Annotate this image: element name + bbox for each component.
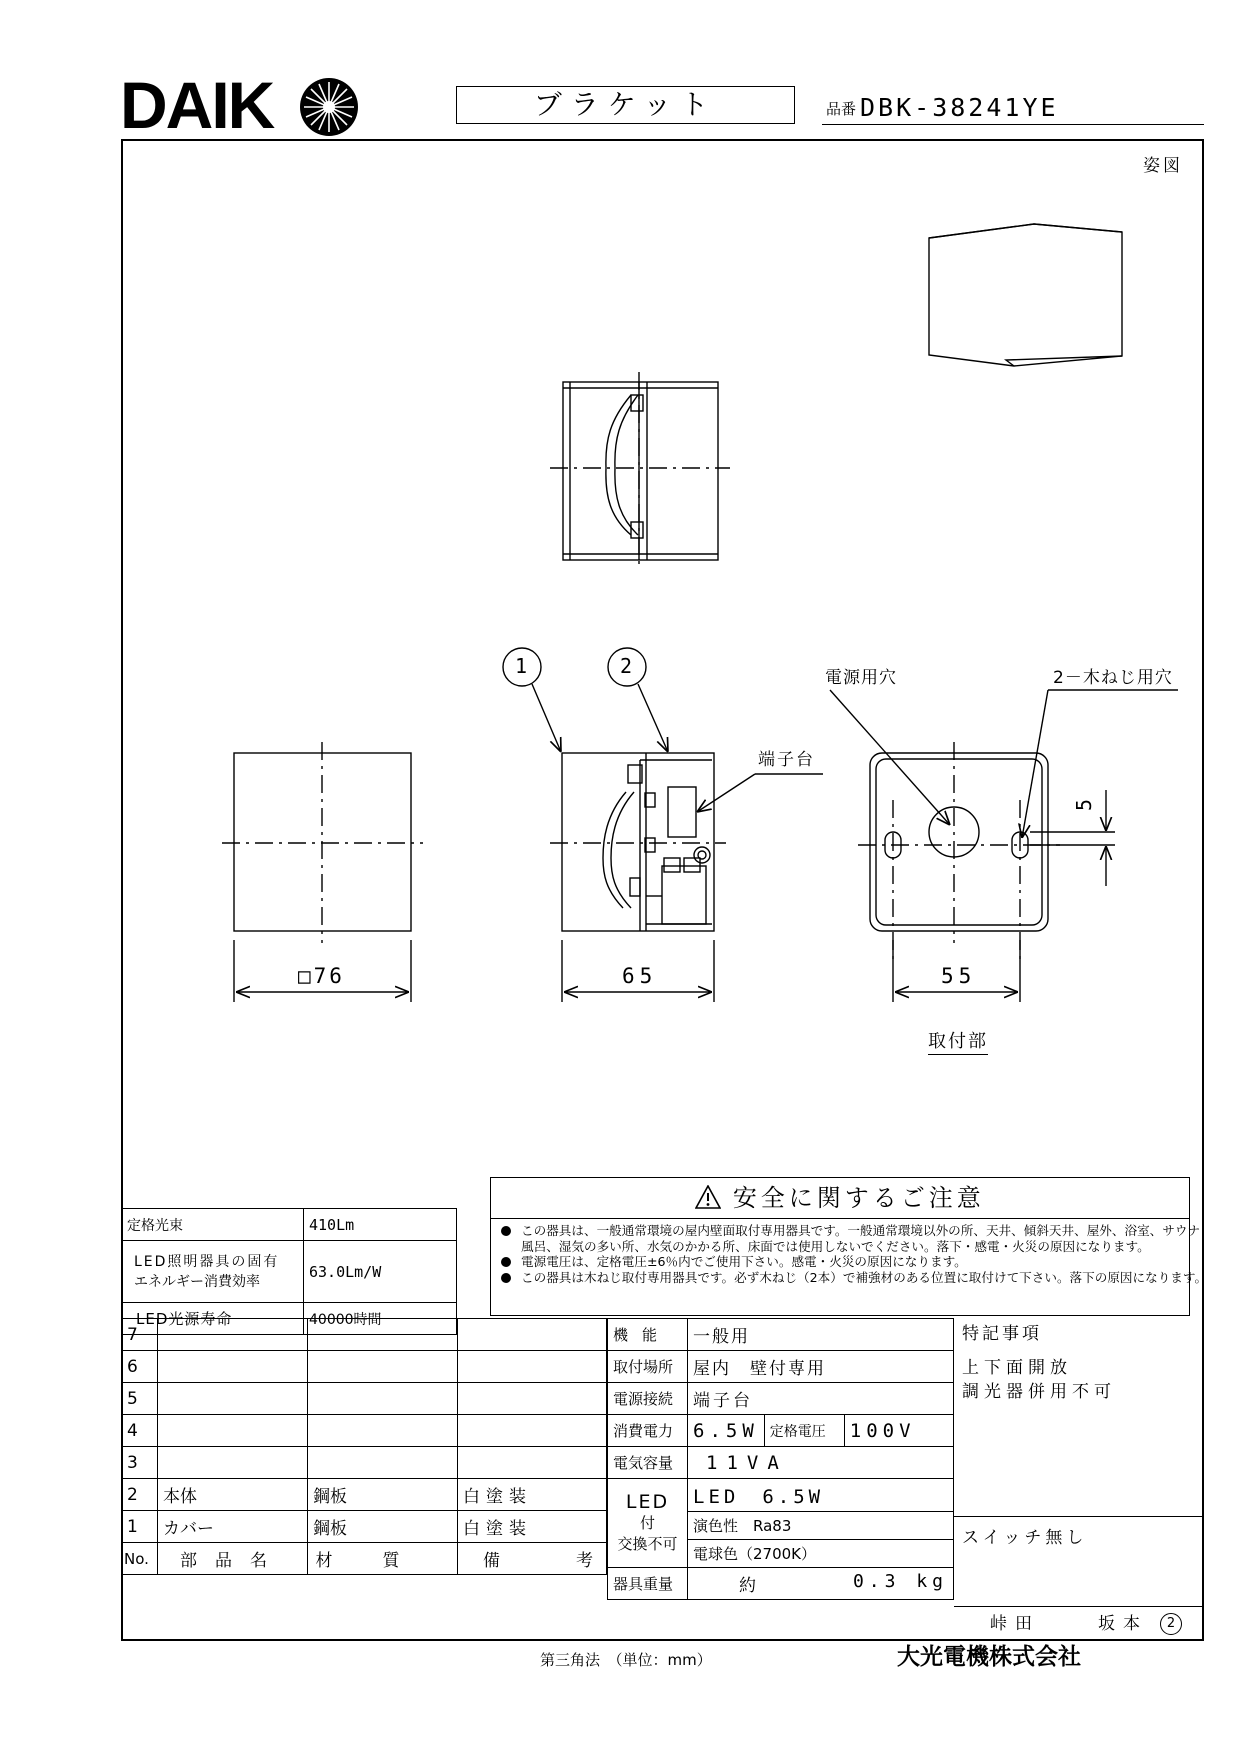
safety-line: この器具は木ねじ取付専用器具です。必ず木ねじ（2本）で補強材のある位置に取付けて下さい。落下の原因になります。 (491, 1270, 1189, 1286)
dim-side: 65 (622, 964, 658, 988)
flux-value: 410Lm (304, 1209, 457, 1241)
connection-value: 端子台 (688, 1383, 954, 1415)
flux-label: 定格光束 (122, 1209, 304, 1241)
dim-front: □76 (298, 964, 345, 988)
safety-title-row (491, 1178, 1189, 1219)
function-label: 機能 (608, 1319, 688, 1351)
brand-text: DAIK (120, 68, 274, 142)
voltage-label: 定格電圧 (764, 1415, 844, 1447)
power-hole-label: 電源用穴 (825, 668, 897, 688)
led-value-2: 演色性 Ra83 (688, 1512, 954, 1540)
projection-note: 第三角法 （単位：mm） (540, 1651, 712, 1669)
front-view (222, 742, 423, 1002)
terminal-label: 端子台 (758, 750, 815, 770)
safety-notice (490, 1177, 1208, 1316)
notes-line-2: 調光器併用不可 (962, 1382, 1116, 1402)
view-label: 姿図 (1143, 156, 1183, 176)
power-label: 消費電力 (608, 1415, 688, 1447)
callout-1: 1 (515, 654, 528, 678)
led-label: LED 付 交換不可 (608, 1479, 688, 1568)
power-value: 6.5W (688, 1415, 765, 1447)
efficiency-value: 63.0Lm/W (304, 1241, 457, 1303)
part-number: DBK-38241YE (860, 93, 1059, 122)
signature-1: 峠田 (990, 1614, 1040, 1634)
location-value: 屋内 壁付専用 (688, 1351, 954, 1383)
safety-line: この器具は、一般通常環境の屋内壁面取付専用器具です。一般通常環境以外の所、天井、傾斜天井、屋外、浴室、サウナ (491, 1223, 1189, 1239)
safety-line: 風呂、湿気の多い所、水気のかかる所、床面では使用しないでください。落下・感電・火災の原因になります。 (521, 1238, 1150, 1254)
callout-2: 2 (620, 654, 633, 678)
product-type: ブラケット (533, 88, 718, 121)
mount-label: 取付部 (928, 1033, 988, 1055)
parts-header-row: No. 部品名 材質 備 考 (122, 1543, 607, 1575)
dim-mount: 55 (941, 964, 977, 988)
weight-label: 器具重量 (608, 1568, 688, 1600)
capacity-value: 11VA (688, 1447, 954, 1479)
notes-label: 特記事項 (962, 1324, 1042, 1344)
side-view (503, 648, 823, 1002)
weight-cell: 約 0.3 kg (688, 1568, 954, 1600)
table-row: 7 (122, 1319, 607, 1351)
capacity-label: 電気容量 (608, 1447, 688, 1479)
screw-hole-label: 2－木ねじ用穴 (1053, 668, 1173, 688)
table-row: 6 (122, 1351, 607, 1383)
safety-line: 電源電圧は、定格電圧±6％内でご使用下さい。感電・火災の原因になります。 (491, 1254, 1189, 1270)
life-value: 40000時間 (304, 1303, 457, 1335)
function-value: 一般用 (688, 1319, 954, 1351)
info-table (607, 1318, 954, 1600)
table-row: 1 カバー 鋼板 白塗装 (122, 1511, 607, 1543)
table-row: 3 (122, 1447, 607, 1479)
notes-panel (954, 1318, 1204, 1641)
table-row: 4 (122, 1415, 607, 1447)
mount-view (830, 690, 1178, 1002)
part-number-label: 品番 (826, 100, 857, 118)
table-row: 2 本体 鋼板 白塗装 (122, 1479, 607, 1511)
location-label: 取付場所 (608, 1351, 688, 1383)
connection-label: 電源接続 (608, 1383, 688, 1415)
spec-table (121, 1208, 457, 1335)
dim-vertical: 5 (1072, 798, 1097, 812)
voltage-value: 100V (844, 1415, 953, 1447)
table-row: 5 (122, 1383, 607, 1415)
signature-2: 坂本 (1098, 1614, 1148, 1634)
led-value-3: 電球色（2700K） (688, 1540, 954, 1568)
efficiency-label: LED照明器具の固有 エネルギー消費効率 (122, 1241, 304, 1303)
revision-badge: 2 (1160, 1613, 1182, 1635)
company-name: 大光電機株式会社 (897, 1644, 1081, 1670)
top-view (550, 372, 730, 570)
switch-note: スイッチ無し (962, 1528, 1088, 1548)
perspective-view (929, 224, 1122, 366)
parts-table (121, 1318, 607, 1575)
warning-triangle-icon (695, 1185, 721, 1209)
safety-title: 安全に関するご注意 (732, 1184, 985, 1212)
life-label: LED光源寿命 (122, 1303, 304, 1335)
led-value-1: LED 6.5W (688, 1479, 954, 1512)
notes-line-1: 上下面開放 (962, 1358, 1072, 1378)
